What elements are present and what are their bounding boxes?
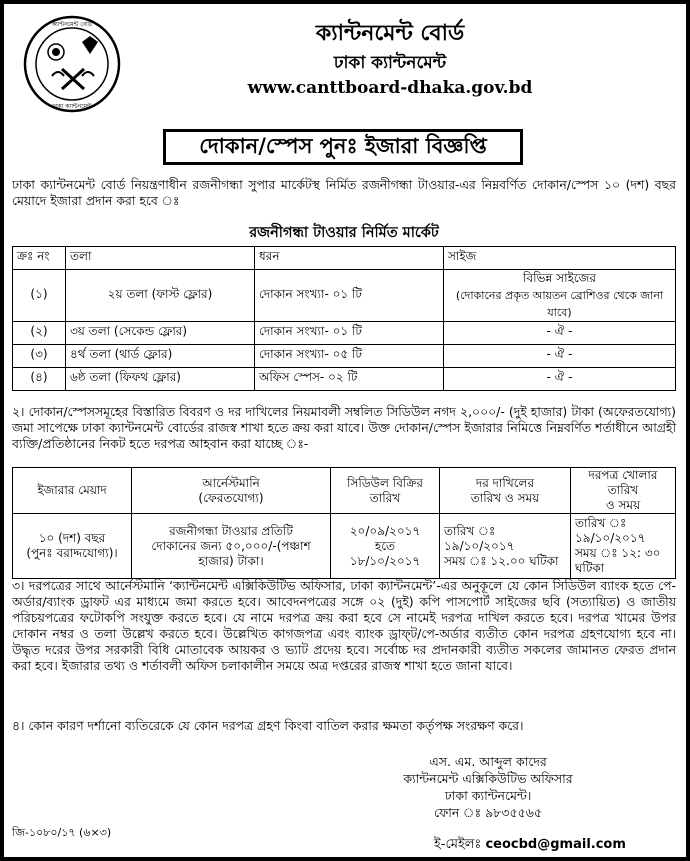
sale-to: হতে (374, 538, 396, 553)
floor-cell: ২য় তলা (ফাস্ট ফ্লোর) (66, 270, 255, 322)
header-sale: সিডিউল বিক্রির (347, 475, 423, 490)
header-earnest: আর্নেস্টমানি (202, 475, 260, 490)
row-number: (১) (13, 270, 66, 322)
paragraph-4: ৪। কোন কারণ দর্শানো ব্যতিরেকে যে কোন দরপত্র গ্রহণ কিংবা বাতিল করার ক্ষমতা কর্তৃপক্ষ সংরক্ষণ করে। (12, 718, 524, 733)
earnest-line: দোকানের জন্য ৫০,০০০/-(পঞ্চাশ (151, 538, 311, 553)
paragraph-2: ২। দোকান/স্পেসসমূহের বিস্তারিত বিবরণ ও দর দাখিলের নিয়মাবলী সম্বলিত সিডিউল নগদ ২,০০০/- (দুই হাজার) টাকা (অফেরতযোগ্য) জমা সাপেক্ষে ঢাকা ক্যান্টনমেন্ট বোর্ডের রাজস্ব শাখা হতে ক্রয় করা যাবে। উক্ত দোকান/স্পেস ইজারার নিমিত্তে নিম্নবর্ণিত শর্তাধীনে আগ্রহী ব্যক্তি/প্রতিষ্ঠানের নিকট হতে দরপত্র আহবান করা যাচ্ছে ঃ- (12, 404, 676, 451)
table-header: ক্রঃ নং (13, 247, 66, 270)
email-line (434, 835, 626, 856)
page-border (0, 857, 690, 861)
lease-term: ১০ (দশ) বছর (38, 531, 106, 545)
signatory-designation: ক্যান্টনমেন্ট এক্সিকিউটিভ অফিসার (403, 771, 573, 786)
notice-title: দোকান/স্পেস পুনঃ ইজারা বিজ্ঞপ্তি (163, 129, 523, 165)
header-open: দরপত্র খোলার তারিখ (588, 468, 658, 497)
svg-text:ঢাকা ক্যান্টনমেন্ট: ঢাকা ক্যান্টনমেন্ট (52, 103, 92, 110)
office-subtitle: ঢাকা ক্যান্টনমেন্ট (333, 53, 447, 73)
type-cell: দোকান সংখ্যা- ০১ টি (255, 322, 444, 345)
type-cell: অফিস স্পেস- ০২ টি (255, 368, 444, 391)
size-cell: - ঐ - (444, 345, 676, 368)
signature-block (358, 753, 618, 821)
size-text: বিভিন্ন সাইজের (523, 271, 596, 285)
floor-cell: ৪র্থ তলা (থার্ড ফ্লোর) (66, 345, 255, 368)
earnest-cell (132, 514, 331, 579)
table-header-row (13, 468, 676, 514)
earnest-line: হাজার) টাকা। (198, 553, 264, 568)
paragraph-3: ৩। দরপত্রের সাথে আর্নেস্টমানি ‘ক্যান্টনমেন্ট এক্সিকিউটিভ অফিসার, ঢাকা ক্যান্টনমেন্ট’-এর অনুকূলে যে কোন সিডিউল ব্যাংক হতে পে-অর্ডার/ব্যাংক ড্রাফট এর মাধ্যমে জমা করতে হবে। আবেদনপত্রের সঙ্গে ০২ (দুই) কপি পাসপোর্ট সাইজের ছবি (সত্যায়িত) ও জাতীয় পরিচয়পত্রের ফটোকপি সংযুক্ত করতে হবে। যে নামে দরপত্র ক্রয় করা হবে সে নামেই দরপত্র দাখিল করতে হবে। দরপত্র খামের উপর দোকান নম্বর ও তলা উল্লেখ করতে হবে। উল্লেখিত কাগজপত্র এবং ব্যাংক ড্রাফ্‌ট/পে-অর্ডার ব্যতীত কোন দরপত্র গ্রহণযোগ্য হবে না। উদ্ধৃত দরের উপর সরকারী বিধি মোতাবেক আয়কর ও ভ্যাট প্রদেয় হবে। সর্বোচ্চ দর প্রদানকারী ব্যতীত সকলের জামানত ফেরত প্রদান করা হবে। ইজারার তথ্য ও শর্তাবলী অফিস চলাকালীন সময়ে অত্র দপ্তরের রাজস্ব শাখা হতে জানা যাবে। (12, 578, 676, 673)
svg-text:ক্যান্টনমেন্ট বোর্ড: ক্যান্টনমেন্ট বোর্ড (51, 21, 93, 28)
signatory-name: এস. এম. আব্দুল কাদের (429, 754, 547, 769)
submit-date: তারিখ ঃ ১৯/১০/২০১৭ (444, 523, 515, 553)
header-lease: ইজারার মেয়াদ (37, 483, 107, 497)
open-date: তারিখ ঃ ১৯/১০/২০১৭ (575, 516, 646, 545)
table-row (13, 322, 676, 345)
table-header (331, 468, 440, 514)
floor-cell: ৩য় তলা (সেকেন্ড ফ্লোর) (66, 322, 255, 345)
header-earnest-note: (ফেরতযোগ্য) (198, 490, 264, 505)
tender-schedule-table (12, 467, 676, 579)
header-submit-2: তারিখ ও সময় (470, 490, 540, 505)
size-cell (444, 270, 676, 322)
open-time: সময় ঃ ১২: ৩০ ঘটিকা (575, 546, 661, 575)
submit-cell (440, 514, 571, 579)
type-cell: দোকান সংখ্যা- ০১ টি (255, 270, 444, 322)
size-note: (দোকানের প্রকৃত আয়তন ব্রোশিওর থেকে জানা যাবে) (455, 289, 664, 319)
phone-number: ফোন ঃ ৯৮৩৫৫৬৫ (434, 805, 542, 820)
office-title: ক্যান্টনমেন্ট বোর্ড (315, 21, 465, 46)
floor-cell: ৬ষ্ঠ তলা (ফিফথ ফ্লোর) (66, 368, 255, 391)
table-header (132, 468, 331, 514)
seal-logo (22, 14, 122, 114)
page-border (0, 0, 690, 4)
table-header (571, 468, 676, 514)
table-row (13, 514, 676, 579)
sale-start: ২০/০৯/২০১৭ (349, 523, 421, 538)
size-cell: - ঐ - (444, 322, 676, 345)
header-open-2: ও সময় (605, 498, 641, 512)
table-row (13, 270, 676, 322)
email-address[interactable]: ceocbd@gmail.com (485, 837, 626, 852)
email-label: ই-মেইলঃ (434, 837, 482, 852)
sale-cell (331, 514, 440, 579)
row-number: (২) (13, 322, 66, 345)
type-cell: দোকান সংখ্যা- ০৫ টি (255, 345, 444, 368)
table-header-row (13, 247, 676, 270)
page-border (0, 0, 4, 861)
table-header (13, 468, 132, 514)
table-row (13, 368, 676, 391)
header-submit: দর দাখিলের (475, 475, 535, 490)
signatory-place: ঢাকা ক্যান্টনমেন্ট। (444, 788, 532, 803)
submit-time: সময় ঃ ১২.০০ ঘটিকা (444, 553, 559, 568)
lease-cell (13, 514, 132, 579)
website-link[interactable]: www.canttboard-dhaka.gov.bd (247, 78, 533, 98)
market-title: রজনীগন্ধা টাওয়ার নির্মিত মার্কেট (249, 225, 439, 241)
table-header: তলা (66, 247, 255, 270)
header-sale-2: তারিখ (369, 490, 401, 505)
table-row (13, 345, 676, 368)
row-number: (৪) (13, 368, 66, 391)
table-header: সাইজ (444, 247, 676, 270)
table-header: ধরন (255, 247, 444, 270)
size-cell: - ঐ - (444, 368, 676, 391)
open-cell (571, 514, 676, 579)
earnest-line: রজনীগন্ধা টাওয়ার প্রতিটি (169, 523, 293, 538)
sale-end: ১৮/১০/২০১৭ (349, 553, 421, 568)
lease-note: (পুনঃ বরাদ্দযোগ্য)। (26, 546, 118, 560)
table-header (440, 468, 571, 514)
row-number: (৩) (13, 345, 66, 368)
page-border (686, 0, 690, 861)
reference-number: জি-১০৮০/১৭ (৬×৩) (12, 826, 112, 839)
intro-paragraph: ঢাকা ক্যান্টনমেন্ট বোর্ড নিয়ন্ত্রণাধীন রজনীগন্ধা সুপার মার্কেটস্থ নির্মিত রজনীগন্ধা টাওয়ার-এর নিম্নবর্ণিত দোকান/স্পেস ১০ (দশ) বছর মেয়াদে ইজারা প্রদান করা হবে ঃ (12, 177, 676, 208)
shop-table (12, 246, 676, 391)
